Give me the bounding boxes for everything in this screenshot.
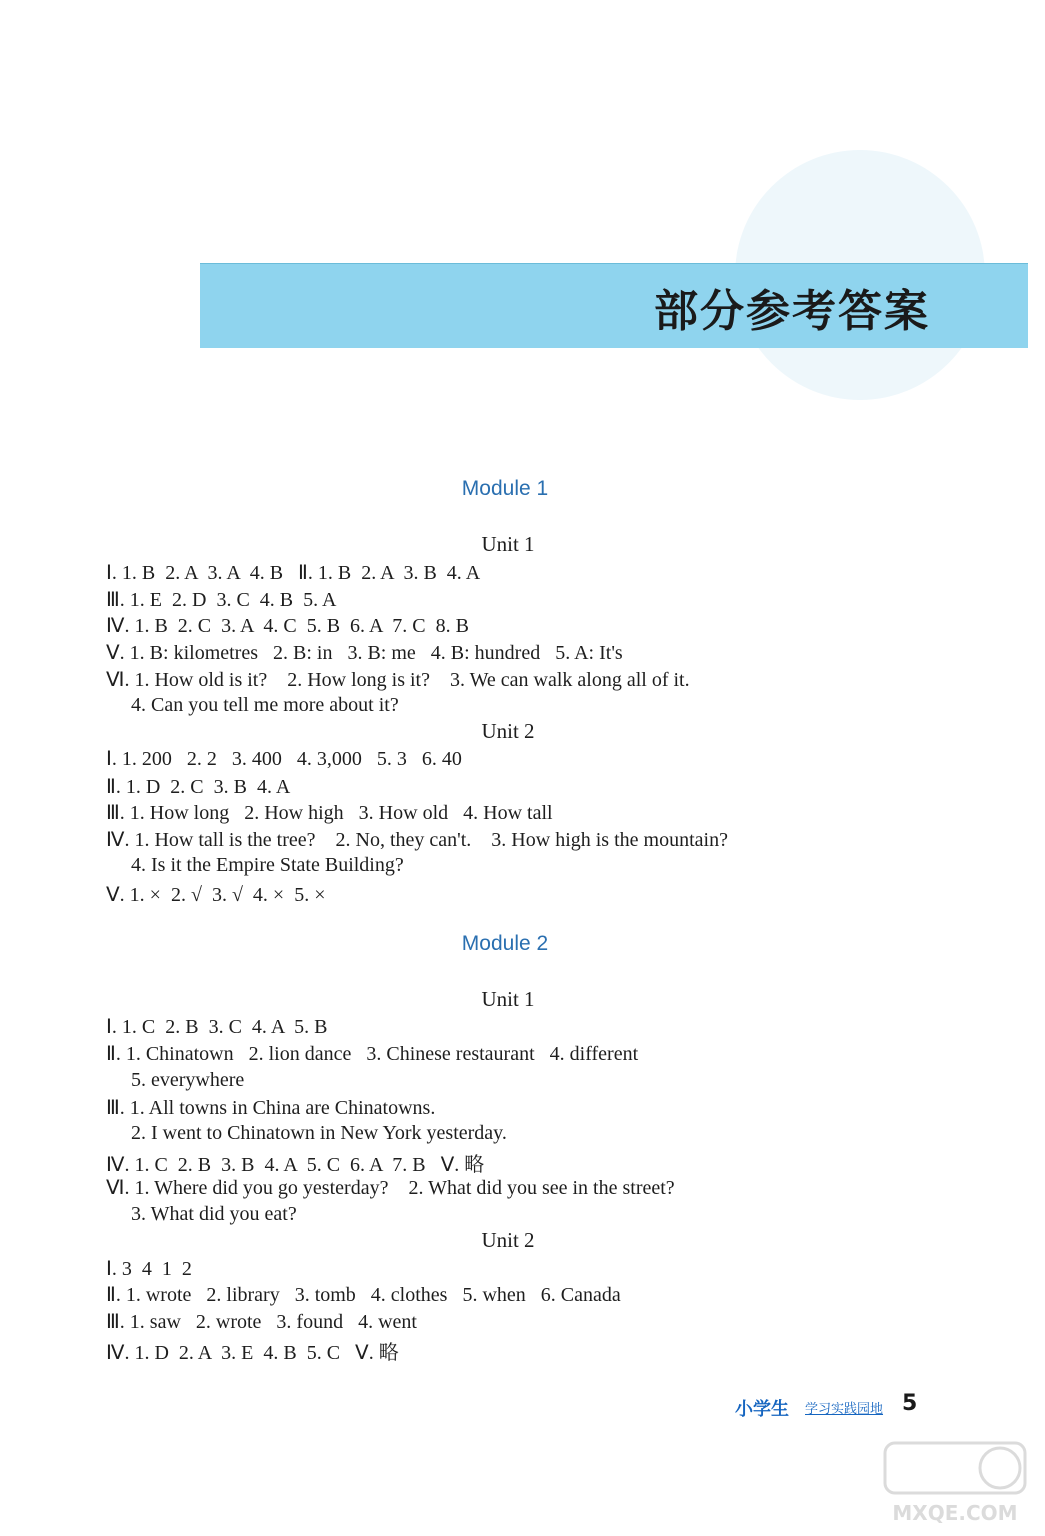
answer-line: Ⅱ. 1. wrote 2. library 3. tomb 4. clothes 5. when 6. Canada [106, 1284, 621, 1306]
watermark-text: MXQE.COM [892, 1501, 1018, 1525]
answer-line: 5. everywhere [106, 1069, 245, 1091]
answer-line: Ⅲ. 1. All towns in China are Chinatowns. [106, 1097, 436, 1119]
answer-line: 4. Can you tell me more about it? [106, 694, 399, 716]
answer-line: Ⅰ. 1. C 2. B 3. C 4. A 5. B [106, 1016, 328, 1038]
answer-line: Ⅰ. 3 4 1 2 [106, 1258, 192, 1280]
answer-line: Ⅴ. 1. × 2. √ 3. √ 4. × 5. × [106, 884, 326, 906]
answer-line: Ⅳ. 1. C 2. B 3. B 4. A 5. C 6. A 7. B Ⅴ. 略 [106, 1154, 485, 1176]
answer-line: Ⅰ. 1. 200 2. 2 3. 400 4. 3,000 5. 3 6. 40 [106, 748, 462, 770]
unit-heading: Unit 2 [481, 1228, 535, 1252]
unit-heading: Unit 1 [481, 987, 535, 1011]
unit-heading: Unit 2 [481, 719, 535, 743]
title-banner [200, 263, 1028, 348]
page-title: 部分参考答案 [654, 286, 930, 337]
footer-brand: 小学生 [735, 1399, 789, 1420]
answer-line: Ⅲ. 1. saw 2. wrote 3. found 4. went [106, 1311, 417, 1333]
footer-subtitle: 学习实践园地 [805, 1402, 884, 1417]
answer-line: Ⅳ. 1. D 2. A 3. E 4. B 5. C Ⅴ. 略 [106, 1342, 399, 1364]
answer-line: Ⅱ. 1. Chinatown 2. lion dance 3. Chinese restaurant 4. different [106, 1043, 639, 1065]
answer-line: 4. Is it the Empire State Building? [106, 854, 404, 876]
answer-line: Ⅳ. 1. B 2. C 3. A 4. C 5. B 6. A 7. C 8. B [106, 615, 469, 637]
unit-heading: Unit 1 [481, 532, 535, 556]
module-heading: Module 2 [461, 932, 549, 955]
answer-line: Ⅲ. 1. E 2. D 3. C 4. B 5. A [106, 589, 337, 611]
answer-line: Ⅱ. 1. D 2. C 3. B 4. A [106, 776, 291, 798]
answer-line: Ⅳ. 1. How tall is the tree? 2. No, they can't. 3. How high is the mountain? [106, 829, 728, 851]
module-heading: Module 1 [461, 477, 549, 500]
answer-line: Ⅵ. 1. How old is it? 2. How long is it? 3. We can walk along all of it. [106, 669, 690, 691]
page-number: 5 [902, 1391, 918, 1416]
watermark-logo [880, 1438, 1030, 1528]
answer-line: 3. What did you eat? [106, 1203, 297, 1225]
answer-line: Ⅲ. 1. How long 2. How high 3. How old 4. How tall [106, 802, 553, 824]
answer-line: Ⅴ. 1. B: kilometres 2. B: in 3. B: me 4. B: hundred 5. A: It's [106, 642, 623, 664]
answer-line: Ⅰ. 1. B 2. A 3. A 4. B Ⅱ. 1. B 2. A 3. B 4. A [106, 562, 481, 584]
answer-line: Ⅵ. 1. Where did you go yesterday? 2. What did you see in the street? [106, 1177, 675, 1199]
answer-line: 2. I went to Chinatown in New York yesterday. [106, 1122, 507, 1144]
